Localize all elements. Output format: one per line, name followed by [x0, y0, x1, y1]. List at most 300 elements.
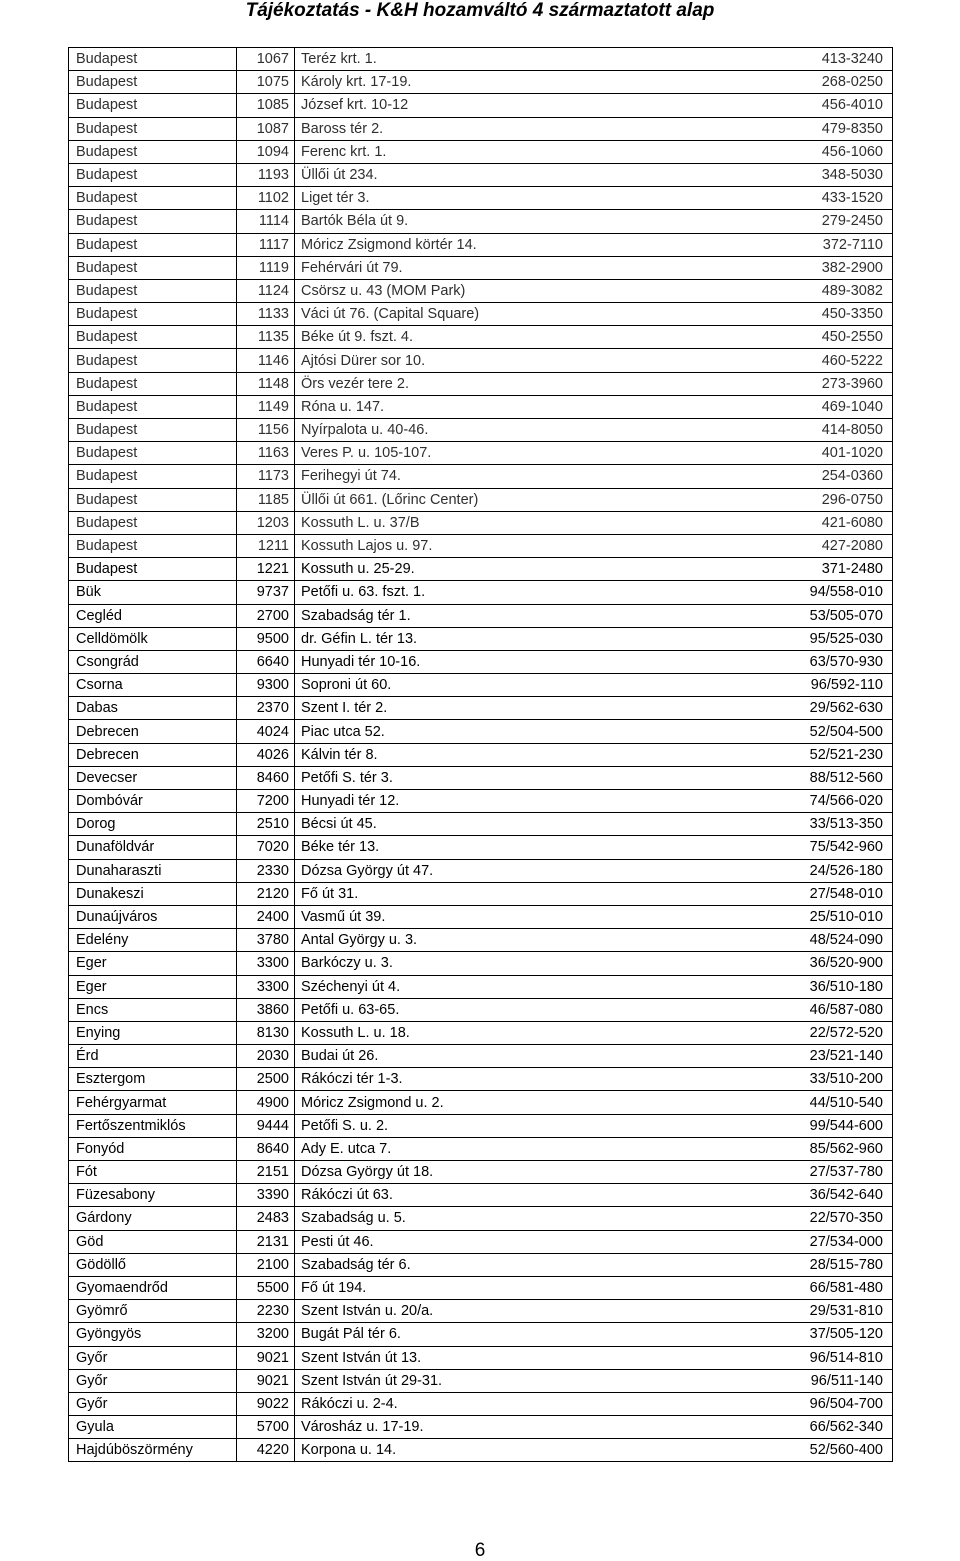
zip-cell: 2131 [237, 1230, 295, 1253]
page-number [0, 1541, 960, 1561]
phone-cell: 489-3082 [793, 279, 893, 302]
zip-cell: 1085 [237, 94, 295, 117]
address-cell: Ajtósi Dürer sor 10. [295, 349, 793, 372]
zip-cell: 6640 [237, 650, 295, 673]
zip-cell: 1133 [237, 303, 295, 326]
phone-cell: 456-1060 [793, 140, 893, 163]
zip-cell: 3200 [237, 1323, 295, 1346]
phone-cell: 66/562-340 [793, 1416, 893, 1439]
address-cell: Béke út 9. fszt. 4. [295, 326, 793, 349]
city-cell: Hajdúböszörmény [69, 1439, 237, 1462]
table-row [69, 1021, 893, 1044]
table-row [69, 1114, 893, 1137]
table-row [69, 1346, 893, 1369]
address-cell: Szabadság tér 6. [295, 1253, 793, 1276]
table-row [69, 117, 893, 140]
address-cell: Fő út 31. [295, 882, 793, 905]
city-cell: Gyöngyös [69, 1323, 237, 1346]
address-cell: Veres P. u. 105-107. [295, 442, 793, 465]
table-row [69, 1416, 893, 1439]
table-row [69, 1369, 893, 1392]
phone-cell: 96/511-140 [793, 1369, 893, 1392]
phone-cell: 456-4010 [793, 94, 893, 117]
zip-cell: 3300 [237, 975, 295, 998]
phone-cell: 27/534-000 [793, 1230, 893, 1253]
city-cell: Enying [69, 1021, 237, 1044]
table-row [69, 1276, 893, 1299]
table-row [69, 1323, 893, 1346]
table-row [69, 233, 893, 256]
zip-cell: 7200 [237, 790, 295, 813]
address-cell: Soproni út 60. [295, 674, 793, 697]
address-cell: Szabadság u. 5. [295, 1207, 793, 1230]
city-cell: Budapest [69, 48, 237, 71]
phone-cell: 88/512-560 [793, 766, 893, 789]
phone-cell: 52/504-500 [793, 720, 893, 743]
city-cell: Budapest [69, 303, 237, 326]
address-cell: Dózsa György út 47. [295, 859, 793, 882]
address-cell: Liget tér 3. [295, 187, 793, 210]
phone-cell: 254-0360 [793, 465, 893, 488]
table-row [69, 210, 893, 233]
phone-cell: 36/510-180 [793, 975, 893, 998]
address-cell: Rákóczi tér 1-3. [295, 1068, 793, 1091]
zip-cell: 3300 [237, 952, 295, 975]
zip-cell: 9300 [237, 674, 295, 697]
phone-cell: 469-1040 [793, 395, 893, 418]
address-cell: Baross tér 2. [295, 117, 793, 140]
zip-cell: 8460 [237, 766, 295, 789]
phone-cell: 296-0750 [793, 488, 893, 511]
city-cell: Bük [69, 581, 237, 604]
phone-cell: 22/570-350 [793, 1207, 893, 1230]
phone-cell: 99/544-600 [793, 1114, 893, 1137]
address-cell: Széchenyi út 4. [295, 975, 793, 998]
address-cell: Antal György u. 3. [295, 929, 793, 952]
zip-cell: 1156 [237, 419, 295, 442]
city-cell: Fehérgyarmat [69, 1091, 237, 1114]
city-cell: Budapest [69, 279, 237, 302]
city-cell: Gárdony [69, 1207, 237, 1230]
phone-cell: 27/548-010 [793, 882, 893, 905]
zip-cell: 4900 [237, 1091, 295, 1114]
address-cell: Hunyadi tér 10-16. [295, 650, 793, 673]
city-cell: Budapest [69, 419, 237, 442]
table-row [69, 697, 893, 720]
table-row [69, 1184, 893, 1207]
address-cell: Szent István u. 20/a. [295, 1300, 793, 1323]
table-row [69, 650, 893, 673]
address-cell: Szent István út 29-31. [295, 1369, 793, 1392]
table-row [69, 94, 893, 117]
table-row [69, 998, 893, 1021]
table-row [69, 71, 893, 94]
zip-cell: 1102 [237, 187, 295, 210]
address-cell: Rákóczi u. 2-4. [295, 1392, 793, 1415]
phone-cell: 372-7110 [793, 233, 893, 256]
table-row [69, 836, 893, 859]
city-cell: Budapest [69, 210, 237, 233]
zip-cell: 2151 [237, 1161, 295, 1184]
zip-cell: 2230 [237, 1300, 295, 1323]
city-cell: Budapest [69, 326, 237, 349]
city-cell: Csorna [69, 674, 237, 697]
phone-cell: 413-3240 [793, 48, 893, 71]
city-cell: Cegléd [69, 604, 237, 627]
city-cell: Füzesabony [69, 1184, 237, 1207]
zip-cell: 1149 [237, 395, 295, 418]
city-cell: Dunaújváros [69, 905, 237, 928]
address-cell: Korpona u. 14. [295, 1439, 793, 1462]
address-cell: Petőfi S. u. 2. [295, 1114, 793, 1137]
table-row [69, 1045, 893, 1068]
address-cell: Ferenc krt. 1. [295, 140, 793, 163]
page-number-label: 6 [474, 1540, 486, 1561]
city-cell: Esztergom [69, 1068, 237, 1091]
zip-cell: 2400 [237, 905, 295, 928]
table-row [69, 1068, 893, 1091]
phone-cell: 74/566-020 [793, 790, 893, 813]
table-row [69, 187, 893, 210]
branch-table-container [68, 47, 892, 1462]
zip-cell: 1119 [237, 256, 295, 279]
table-row [69, 419, 893, 442]
city-cell: Devecser [69, 766, 237, 789]
zip-cell: 2120 [237, 882, 295, 905]
city-cell: Győr [69, 1392, 237, 1415]
phone-cell: 37/505-120 [793, 1323, 893, 1346]
address-cell: Béke tér 13. [295, 836, 793, 859]
phone-cell: 22/572-520 [793, 1021, 893, 1044]
city-cell: Budapest [69, 465, 237, 488]
address-cell: Móricz Zsigmond körtér 14. [295, 233, 793, 256]
zip-cell: 1173 [237, 465, 295, 488]
phone-cell: 25/510-010 [793, 905, 893, 928]
phone-cell: 33/510-200 [793, 1068, 893, 1091]
city-cell: Budapest [69, 349, 237, 372]
phone-cell: 268-0250 [793, 71, 893, 94]
zip-cell: 9021 [237, 1369, 295, 1392]
phone-cell: 401-1020 [793, 442, 893, 465]
table-row [69, 720, 893, 743]
city-cell: Budapest [69, 442, 237, 465]
zip-cell: 9737 [237, 581, 295, 604]
phone-cell: 29/531-810 [793, 1300, 893, 1323]
address-cell: Kossuth Lajos u. 97. [295, 534, 793, 557]
zip-cell: 2500 [237, 1068, 295, 1091]
phone-cell: 433-1520 [793, 187, 893, 210]
address-cell: dr. Géfin L. tér 13. [295, 627, 793, 650]
phone-cell: 273-3960 [793, 372, 893, 395]
city-cell: Debrecen [69, 743, 237, 766]
address-cell: Bécsi út 45. [295, 813, 793, 836]
phone-cell: 46/587-080 [793, 998, 893, 1021]
city-cell: Eger [69, 952, 237, 975]
address-cell: Petőfi S. tér 3. [295, 766, 793, 789]
zip-cell: 1148 [237, 372, 295, 395]
city-cell: Gyula [69, 1416, 237, 1439]
address-cell: Kossuth u. 25-29. [295, 558, 793, 581]
address-cell: Kossuth L. u. 37/B [295, 511, 793, 534]
zip-cell: 1075 [237, 71, 295, 94]
address-cell: Váci út 76. (Capital Square) [295, 303, 793, 326]
zip-cell: 1117 [237, 233, 295, 256]
phone-cell: 96/592-110 [793, 674, 893, 697]
address-cell: Kossuth L. u. 18. [295, 1021, 793, 1044]
city-cell: Budapest [69, 140, 237, 163]
table-row [69, 1253, 893, 1276]
phone-cell: 450-2550 [793, 326, 893, 349]
zip-cell: 4220 [237, 1439, 295, 1462]
address-cell: Fehérvári út 79. [295, 256, 793, 279]
zip-cell: 1094 [237, 140, 295, 163]
table-row [69, 905, 893, 928]
address-cell: Róna u. 147. [295, 395, 793, 418]
zip-cell: 9500 [237, 627, 295, 650]
table-row [69, 859, 893, 882]
phone-cell: 96/514-810 [793, 1346, 893, 1369]
city-cell: Dunakeszi [69, 882, 237, 905]
address-cell: Vasmű út 39. [295, 905, 793, 928]
city-cell: Fonyód [69, 1137, 237, 1160]
table-row [69, 674, 893, 697]
table-row [69, 48, 893, 71]
table-row [69, 465, 893, 488]
zip-cell: 3390 [237, 1184, 295, 1207]
city-cell: Encs [69, 998, 237, 1021]
phone-cell: 427-2080 [793, 534, 893, 557]
city-cell: Gödöllő [69, 1253, 237, 1276]
city-cell: Gyomaendrőd [69, 1276, 237, 1299]
city-cell: Budapest [69, 534, 237, 557]
address-cell: Örs vezér tere 2. [295, 372, 793, 395]
table-row [69, 1091, 893, 1114]
table-row [69, 952, 893, 975]
city-cell: Celldömölk [69, 627, 237, 650]
city-cell: Göd [69, 1230, 237, 1253]
phone-cell: 29/562-630 [793, 697, 893, 720]
table-row [69, 627, 893, 650]
address-cell: Szent István út 13. [295, 1346, 793, 1369]
table-row [69, 813, 893, 836]
phone-cell: 33/513-350 [793, 813, 893, 836]
address-cell: Budai út 26. [295, 1045, 793, 1068]
phone-cell: 95/525-030 [793, 627, 893, 650]
address-cell: Ferihegyi út 74. [295, 465, 793, 488]
phone-cell: 52/560-400 [793, 1439, 893, 1462]
city-cell: Dorog [69, 813, 237, 836]
phone-cell: 279-2450 [793, 210, 893, 233]
city-cell: Budapest [69, 163, 237, 186]
city-cell: Fertőszentmiklós [69, 1114, 237, 1137]
phone-cell: 36/520-900 [793, 952, 893, 975]
phone-cell: 63/570-930 [793, 650, 893, 673]
city-cell: Eger [69, 975, 237, 998]
table-row [69, 743, 893, 766]
city-cell: Dabas [69, 697, 237, 720]
document-header [0, 0, 960, 26]
table-row [69, 303, 893, 326]
table-row [69, 975, 893, 998]
phone-cell: 414-8050 [793, 419, 893, 442]
table-row [69, 1392, 893, 1415]
address-cell: Petőfi u. 63. fszt. 1. [295, 581, 793, 604]
zip-cell: 1087 [237, 117, 295, 140]
table-row [69, 1137, 893, 1160]
zip-cell: 1211 [237, 534, 295, 557]
address-cell: Rákóczi út 63. [295, 1184, 793, 1207]
table-row [69, 442, 893, 465]
table-row [69, 1161, 893, 1184]
address-cell: Nyírpalota u. 40-46. [295, 419, 793, 442]
phone-cell: 28/515-780 [793, 1253, 893, 1276]
address-cell: Teréz krt. 1. [295, 48, 793, 71]
zip-cell: 9021 [237, 1346, 295, 1369]
table-row [69, 372, 893, 395]
zip-cell: 9022 [237, 1392, 295, 1415]
address-cell: Fő út 194. [295, 1276, 793, 1299]
zip-cell: 9444 [237, 1114, 295, 1137]
zip-cell: 8130 [237, 1021, 295, 1044]
phone-cell: 421-6080 [793, 511, 893, 534]
zip-cell: 1146 [237, 349, 295, 372]
zip-cell: 8640 [237, 1137, 295, 1160]
city-cell: Győr [69, 1346, 237, 1369]
zip-cell: 2030 [237, 1045, 295, 1068]
phone-cell: 66/581-480 [793, 1276, 893, 1299]
zip-cell: 2510 [237, 813, 295, 836]
address-cell: Városház u. 17-19. [295, 1416, 793, 1439]
address-cell: Hunyadi tér 12. [295, 790, 793, 813]
city-cell: Dunaharaszti [69, 859, 237, 882]
city-cell: Budapest [69, 488, 237, 511]
zip-cell: 1203 [237, 511, 295, 534]
table-row [69, 511, 893, 534]
address-cell: Móricz Zsigmond u. 2. [295, 1091, 793, 1114]
address-cell: Dózsa György út 18. [295, 1161, 793, 1184]
address-cell: Barkóczy u. 3. [295, 952, 793, 975]
city-cell: Budapest [69, 511, 237, 534]
table-row [69, 790, 893, 813]
address-cell: Bugát Pál tér 6. [295, 1323, 793, 1346]
city-cell: Érd [69, 1045, 237, 1068]
address-cell: Üllői út 661. (Lőrinc Center) [295, 488, 793, 511]
table-row [69, 395, 893, 418]
zip-cell: 1067 [237, 48, 295, 71]
table-row [69, 1230, 893, 1253]
table-row [69, 256, 893, 279]
address-cell: Kálvin tér 8. [295, 743, 793, 766]
city-cell: Csongrád [69, 650, 237, 673]
phone-cell: 44/510-540 [793, 1091, 893, 1114]
city-cell: Fót [69, 1161, 237, 1184]
zip-cell: 5500 [237, 1276, 295, 1299]
zip-cell: 3860 [237, 998, 295, 1021]
phone-cell: 94/558-010 [793, 581, 893, 604]
address-cell: Szabadság tér 1. [295, 604, 793, 627]
table-row [69, 1207, 893, 1230]
table-row [69, 349, 893, 372]
table-row [69, 929, 893, 952]
city-cell: Dunaföldvár [69, 836, 237, 859]
phone-cell: 382-2900 [793, 256, 893, 279]
address-cell: Üllői út 234. [295, 163, 793, 186]
city-cell: Budapest [69, 187, 237, 210]
document-title: Tájékoztatás - K&H hozamváltó 4 származtatott alap [245, 0, 715, 21]
city-cell: Debrecen [69, 720, 237, 743]
table-row [69, 581, 893, 604]
phone-cell: 460-5222 [793, 349, 893, 372]
zip-cell: 1193 [237, 163, 295, 186]
address-cell: Szent I. tér 2. [295, 697, 793, 720]
city-cell: Edelény [69, 929, 237, 952]
address-cell: Ady E. utca 7. [295, 1137, 793, 1160]
city-cell: Gyömrő [69, 1300, 237, 1323]
city-cell: Dombóvár [69, 790, 237, 813]
zip-cell: 4026 [237, 743, 295, 766]
table-row [69, 163, 893, 186]
zip-cell: 3780 [237, 929, 295, 952]
phone-cell: 96/504-700 [793, 1392, 893, 1415]
address-cell: József krt. 10-12 [295, 94, 793, 117]
city-cell: Budapest [69, 233, 237, 256]
city-cell: Budapest [69, 71, 237, 94]
city-cell: Budapest [69, 256, 237, 279]
table-row [69, 488, 893, 511]
phone-cell: 371-2480 [793, 558, 893, 581]
phone-cell: 85/562-960 [793, 1137, 893, 1160]
zip-cell: 2330 [237, 859, 295, 882]
city-cell: Budapest [69, 372, 237, 395]
table-row [69, 140, 893, 163]
zip-cell: 2370 [237, 697, 295, 720]
table-row [69, 558, 893, 581]
table-row [69, 1439, 893, 1462]
address-cell: Károly krt. 17-19. [295, 71, 793, 94]
zip-cell: 1114 [237, 210, 295, 233]
city-cell: Budapest [69, 395, 237, 418]
city-cell: Budapest [69, 94, 237, 117]
address-cell: Csörsz u. 43 (MOM Park) [295, 279, 793, 302]
address-cell: Piac utca 52. [295, 720, 793, 743]
zip-cell: 1185 [237, 488, 295, 511]
zip-cell: 2100 [237, 1253, 295, 1276]
phone-cell: 348-5030 [793, 163, 893, 186]
branch-table-body [69, 48, 893, 1462]
phone-cell: 24/526-180 [793, 859, 893, 882]
city-cell: Budapest [69, 117, 237, 140]
table-row [69, 534, 893, 557]
table-row [69, 279, 893, 302]
phone-cell: 75/542-960 [793, 836, 893, 859]
address-cell: Bartók Béla út 9. [295, 210, 793, 233]
zip-cell: 5700 [237, 1416, 295, 1439]
table-row [69, 766, 893, 789]
phone-cell: 479-8350 [793, 117, 893, 140]
zip-cell: 1124 [237, 279, 295, 302]
table-row [69, 604, 893, 627]
zip-cell: 1163 [237, 442, 295, 465]
phone-cell: 52/521-230 [793, 743, 893, 766]
phone-cell: 48/524-090 [793, 929, 893, 952]
table-row [69, 882, 893, 905]
city-cell: Budapest [69, 558, 237, 581]
address-cell: Petőfi u. 63-65. [295, 998, 793, 1021]
zip-cell: 1221 [237, 558, 295, 581]
phone-cell: 53/505-070 [793, 604, 893, 627]
branch-table [68, 47, 893, 1462]
zip-cell: 2483 [237, 1207, 295, 1230]
